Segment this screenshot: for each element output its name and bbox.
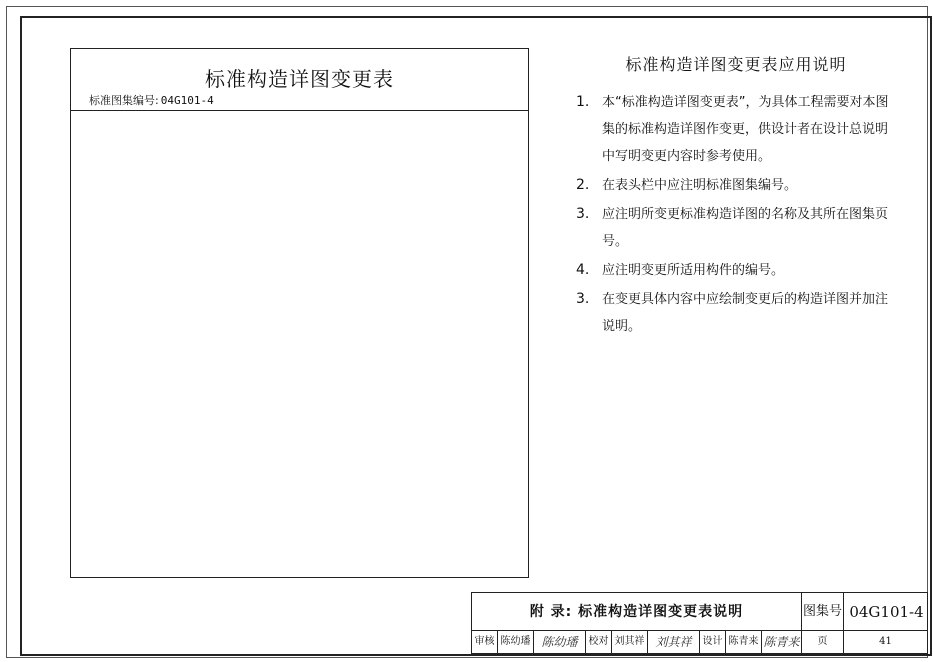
change-table [70,48,529,578]
reviewer-name: 陈幼璠 [498,631,534,653]
note-text: 在变更具体内容中应绘制变更后的构造详图并加注说明。 [602,292,889,334]
note-text: 应注明变更所适用构件的编号。 [602,263,785,278]
usage-notes-title: 标准构造详图变更表应用说明 [625,55,847,74]
note-number: 3. [576,206,590,222]
note-text: 在表头栏中应注明标准图集编号。 [602,178,798,193]
note-text: 本“标准构造详图变更表”，为具体工程需要对本图集的标准构造详图作变更，供设计者在设计总说明中写明变更内容时参考使用。 [602,95,889,164]
change-table-title: 标准构造详图变更表 [205,67,394,91]
atlas-no-label: 图集号 [802,593,844,631]
checker-signature: 刘其祥 [648,631,700,653]
usage-notes [572,52,890,342]
note-item [572,201,890,255]
designer-name: 陈青来 [726,631,762,653]
note-item [572,172,890,199]
title-block-signature-row [472,631,927,653]
note-text: 应注明所变更标准构造详图的名称及其所在图集页号。 [602,207,889,249]
title-block [471,592,928,654]
designer-signature: 陈青来 [762,631,802,653]
note-item [572,257,890,284]
atlas-no-value: 04G101-4 [849,603,924,621]
review-label: 审核 [472,631,498,653]
note-number: 2. [576,177,590,193]
note-number: 4. [576,262,590,278]
atlas-number-value: 04G101-4 [160,94,214,107]
page-label: 页 [802,631,844,653]
usage-notes-list [572,89,890,340]
atlas-number-field [89,92,214,108]
title-block-top-row [472,593,927,631]
note-number: 3. [576,291,590,307]
note-number: 1. [576,94,590,110]
note-item [572,89,890,170]
design-label: 设计 [700,631,726,653]
change-table-header [71,49,528,111]
sheet-caption: 附 录: 标准构造详图变更表说明 [472,593,802,631]
reviewer-signature: 陈幼璠 [534,631,586,653]
atlas-number-label: 标准图集编号: [89,94,159,107]
note-item [572,286,890,340]
page-number: 41 [879,636,892,647]
check-label: 校对 [586,631,612,653]
checker-name: 刘其祥 [612,631,648,653]
